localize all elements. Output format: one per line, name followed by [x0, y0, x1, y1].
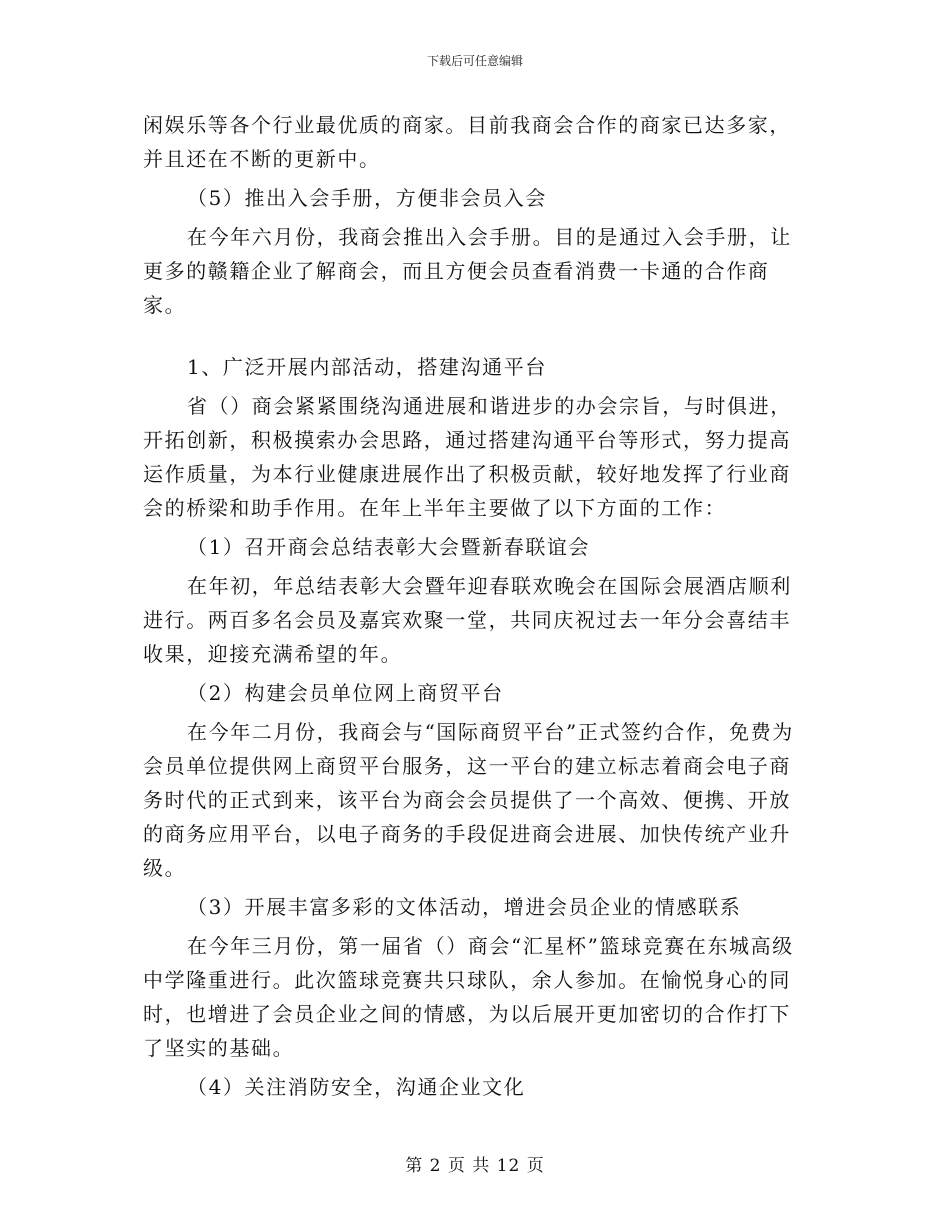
footer-middle: 页 共 [447, 1156, 491, 1176]
subheading: （2）构建会员单位网上商贸平台 [187, 681, 504, 705]
paragraph: 闲娱乐等各个行业最优质的商家。目前我商会合作的商家已达多家，并且还在不断的更新中。 [143, 113, 791, 171]
paragraph: 在今年六月份，我商会推出入会手册。目的是通过入会手册，让更多的赣籍企业了解商会，而且方便会员查看消费一卡通的合作商家。 [143, 225, 792, 317]
footer-page-number: 2 [429, 1156, 442, 1176]
paragraph: 在年初，年总结表彰大会暨年迎春联欢晚会在国际会展酒店顺利进行。两百多名会员及嘉宾欢聚一堂，共同庆祝过去一年分会喜结丰收果，迎接充满希望的年。 [143, 574, 792, 666]
page-footer [0, 1155, 950, 1177]
subheading: （5）推出入会手册，方便非会员入会 [187, 186, 547, 210]
subheading: （3）开展丰富多彩的文体活动，增进会员企业的情感联系 [187, 895, 742, 919]
footer-total-pages: 12 [496, 1156, 521, 1176]
paragraph: 在今年二月份，我商会与“国际商贸平台”正式签约合作，免费为会员单位提供网上商贸平台服务，这一平台的建立标志着商会电子商务时代的正式到来，该平台为商会会员提供了一个高效、便携、开放的商务应用平台，以电子商务的手段促进商会进展、加快传统产业升级。 [143, 720, 794, 880]
paragraph: 省（）商会紧紧围绕沟通进展和谐进步的办会宗旨，与时俱进，开拓创新，积极摸索办会思路，通过搭建沟通平台等形式，努力提高运作质量，为本行业健康进展作出了积极贡献，较好地发挥了行业商会的桥梁和助手作用。在年上半年主要做了以下方面的工作： [143, 394, 792, 520]
paragraph: 在今年三月份，第一届省（）商会“汇星杯”篮球竞赛在东城高级中学隆重进行。此次篮球竞赛共只球队，余人参加。在愉悦身心的同时，也增进了会员企业之间的情感，为以后展开更加密切的合作打下了坚实的基础。 [143, 934, 794, 1060]
section-heading: 1、广泛开展内部活动，搭建沟通平台 [187, 355, 547, 379]
subheading: （1）召开商会总结表彰大会暨新春联谊会 [187, 535, 591, 559]
footer-prefix: 第 [405, 1156, 424, 1176]
footer-suffix: 页 [526, 1156, 545, 1176]
document-body [143, 108, 811, 1109]
page-header: 下载后可任意编辑 [426, 54, 523, 68]
subheading: （4）关注消防安全，沟通企业文化 [187, 1075, 526, 1099]
